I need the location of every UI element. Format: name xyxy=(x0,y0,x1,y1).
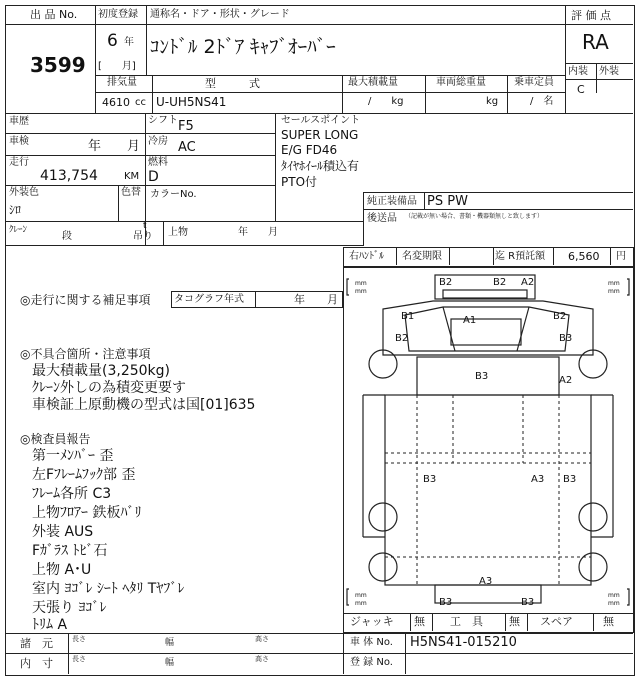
ac-label: 冷房 xyxy=(148,136,168,147)
spec-height: 高さ xyxy=(255,635,269,643)
mark-b3-bottom-right: B3 xyxy=(521,597,535,608)
chassis-value: H5NS41-015210 xyxy=(410,635,517,650)
mileage-label: 走行 xyxy=(9,157,29,168)
equipment-label: 純正装備品 xyxy=(367,196,417,207)
interior-label: 内装 xyxy=(568,66,588,77)
tacho-date: 年 月 xyxy=(294,293,338,306)
title-label: 通称名・ドア・形状・グレード xyxy=(150,9,290,20)
mark-b2-right: B2 xyxy=(553,311,567,322)
inspector-8: 室内 ﾖｺﾞﾚ ｼｰﾄ ﾍﾀﾘ Tﾔﾌﾞﾚ xyxy=(32,581,185,597)
max-load-value: / kg xyxy=(368,96,404,107)
mm-unit-2: mm xyxy=(355,288,367,295)
color-label: 外装色 xyxy=(9,187,39,198)
gross-weight-label: 車両総重量 xyxy=(436,77,486,88)
crane-t: t xyxy=(143,221,147,231)
sales-point-3: ﾀｲﾔﾎｲｰﾙ積込有 xyxy=(281,159,360,173)
truck-diagram-svg xyxy=(343,267,633,613)
mm-unit-7: mm xyxy=(608,592,620,599)
mileage-note-label: ◎走行に関する補足事項 xyxy=(20,293,151,307)
sales-point-2: E/G FD46 xyxy=(281,143,338,157)
deck-label: 上物 xyxy=(168,227,188,238)
mark-b2-top-left: B2 xyxy=(439,277,453,288)
sales-point-4: PTO付 xyxy=(281,175,318,189)
sales-point-1: SUPER LONG xyxy=(281,128,359,142)
month-bracket: [ 月] xyxy=(98,61,136,72)
tools-value: 無 xyxy=(509,615,520,628)
displacement-value: 4610 xyxy=(102,96,130,109)
jack-value: 無 xyxy=(414,615,425,628)
inner-dims-label: 内 寸 xyxy=(20,657,53,670)
chassis-label: 車 体 No. xyxy=(350,637,393,648)
inspector-6: Fｶﾞﾗｽ ﾄﾋﾞ石 xyxy=(32,543,108,559)
color-change-label: 色替 xyxy=(121,187,141,198)
color-value: ｼﾛ xyxy=(9,203,22,217)
defect-3: 車検証上原動機の型式は国[01]635 xyxy=(32,397,256,413)
exterior-label: 外装 xyxy=(599,66,619,77)
inspector-5: 外装 AUS xyxy=(32,524,94,540)
defects-label: ◎不具合箇所・注意事項 xyxy=(20,347,151,361)
color-no-label: カラーNo. xyxy=(150,189,197,200)
inner-width: 幅 xyxy=(165,658,175,668)
mark-b1-left: B1 xyxy=(401,311,415,322)
mark-a3-bottom: A3 xyxy=(479,576,493,587)
mark-b3-far-right: B3 xyxy=(563,474,577,485)
jack-label: ジャッキ xyxy=(350,615,394,628)
ac-value: AC xyxy=(178,140,196,155)
mark-a1: A1 xyxy=(463,315,477,326)
recycle-deposit-label: 迄 R預託額 xyxy=(495,251,546,262)
year-unit: 年 xyxy=(124,37,134,48)
mm-unit-6: mm xyxy=(355,600,367,607)
inner-height: 高さ xyxy=(255,655,269,663)
inspector-label: ◎検査員報告 xyxy=(20,432,91,446)
model-label: 型 式 xyxy=(205,77,260,90)
shift-value: F5 xyxy=(178,119,194,134)
tools-label: 工 具 xyxy=(450,615,483,628)
equipment-value: PS PW xyxy=(427,194,468,209)
mm-unit-1: mm xyxy=(355,280,367,287)
first-reg-year: 6 xyxy=(107,31,118,51)
mm-unit-5: mm xyxy=(355,592,367,599)
rating-value: RA xyxy=(582,30,609,54)
capacity-label: 乗車定員 xyxy=(514,77,554,88)
spec-width: 幅 xyxy=(165,638,175,648)
inspector-4: 上物ﾌﾛｱｰ 鉄板ﾊﾞﾘ xyxy=(32,505,142,521)
history-label: 車歴 xyxy=(9,116,29,127)
mark-b3-bottom-left: B3 xyxy=(439,597,453,608)
km-unit: KM xyxy=(124,171,140,182)
inspector-2: 左Fﾌﾚｰﾑﾌｯｸ部 歪 xyxy=(32,467,136,483)
defect-2: ｸﾚｰﾝ外しの為積変更要す xyxy=(32,380,186,396)
crane-label: ｸﾚｰﾝ xyxy=(9,225,28,235)
mm-unit-3: mm xyxy=(608,280,620,287)
fuel-label: 燃料 xyxy=(148,157,168,168)
fuel-value: D xyxy=(148,169,159,185)
deck-date: 年 月 xyxy=(238,227,278,238)
shift-label: シフト xyxy=(148,115,178,126)
spare-value: 無 xyxy=(603,615,614,628)
spec-label: 諸 元 xyxy=(20,637,53,650)
steering-side: 右ﾊﾝﾄﾞﾙ xyxy=(349,251,384,262)
recycle-deposit-value: 6,560 xyxy=(568,250,600,263)
mark-a3-right: A3 xyxy=(531,474,545,485)
mileage-value: 413,754 xyxy=(40,168,98,184)
inspection-value: 年 月 xyxy=(88,139,141,154)
crane-dan: 段 xyxy=(62,231,72,242)
inner-length: 長さ xyxy=(72,655,86,663)
rating-label: 評 価 点 xyxy=(571,9,611,22)
inspector-1: 第一ﾒﾝﾊﾞｰ 歪 xyxy=(32,448,114,464)
interior-grade: C xyxy=(577,83,585,96)
mark-b2-left: B2 xyxy=(395,333,409,344)
inspector-10: ﾄﾘﾑ A xyxy=(32,617,68,633)
sales-points-label: セールスポイント xyxy=(281,115,361,126)
mm-unit-8: mm xyxy=(608,600,620,607)
delivery-label: 後送品 xyxy=(367,213,397,224)
inspector-3: ﾌﾚｰﾑ各所 C3 xyxy=(32,486,112,502)
mark-b3-cabin: B3 xyxy=(475,371,489,382)
mark-b3-right-upper: B3 xyxy=(559,333,573,344)
name-change-label: 名変期限 xyxy=(402,251,442,262)
yen-unit: 円 xyxy=(616,251,626,262)
gross-weight-value: kg xyxy=(486,96,499,107)
inspector-7: 上物 A･U xyxy=(32,562,92,578)
mark-a2-right: A2 xyxy=(559,375,573,386)
delivery-note: （記載が無い場合、書類・機器類無しと致します） xyxy=(405,213,544,220)
mm-unit-4: mm xyxy=(608,288,620,295)
crane-tsuri: 吊り xyxy=(133,231,153,242)
spare-label: スペア xyxy=(540,615,573,628)
inspection-label: 車検 xyxy=(9,136,29,147)
tacho-label: タコグラフ年式 xyxy=(174,294,244,305)
model-value: U-UH5NS41 xyxy=(156,95,227,109)
lot-number: 3599 xyxy=(30,53,86,77)
cc-unit: cc xyxy=(135,97,146,108)
lot-label: 出 品 No. xyxy=(30,8,78,21)
capacity-value: / 名 xyxy=(530,96,554,107)
spec-length: 長さ xyxy=(72,635,86,643)
max-load-label: 最大積載量 xyxy=(348,77,398,88)
car-name: ｺﾝﾄﾞﾙ 2ﾄﾞｱ ｷｬﾌﾞｵｰﾊﾞｰ xyxy=(150,36,336,58)
mark-b3-left: B3 xyxy=(423,474,437,485)
inspector-9: 天張り ﾖｺﾞﾚ xyxy=(32,600,107,616)
mark-b2-top-right: B2 xyxy=(493,277,507,288)
mark-a2-top: A2 xyxy=(521,277,535,288)
displacement-label: 排気量 xyxy=(107,77,137,88)
defect-1: 最大積載量(3,250kg) xyxy=(32,363,170,379)
first-reg-label: 初度登録 xyxy=(98,9,138,20)
reg-no-label: 登 録 No. xyxy=(350,657,393,668)
